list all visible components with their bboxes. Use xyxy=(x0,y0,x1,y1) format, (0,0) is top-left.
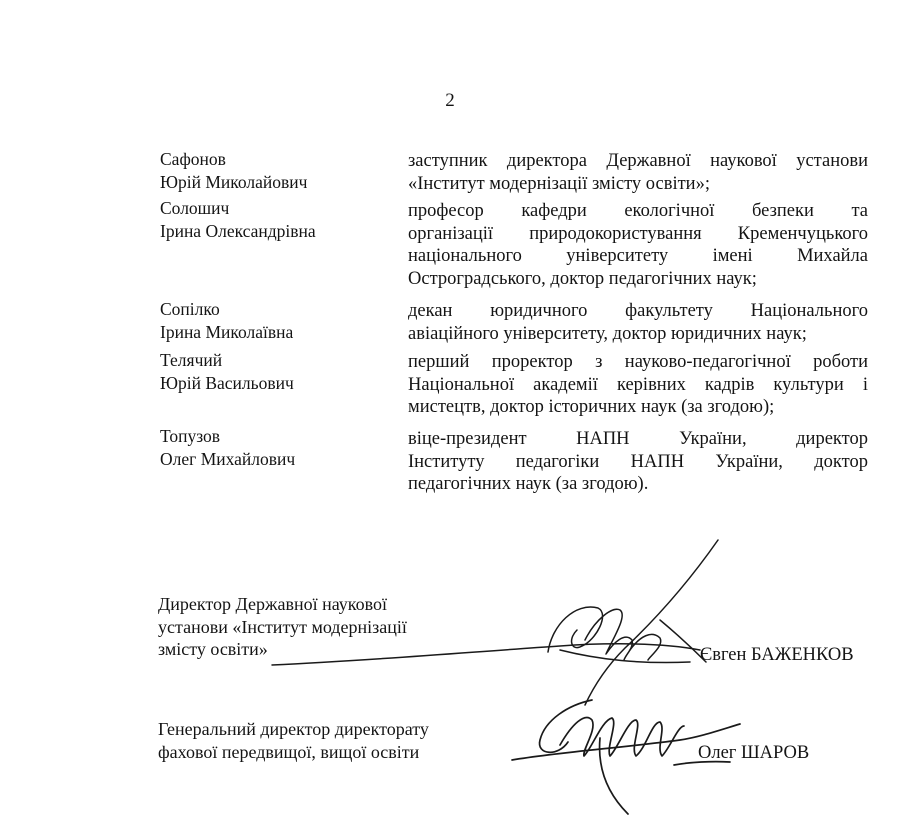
position-line: Остроградського, доктор педагогічних наук; xyxy=(408,268,757,289)
position-line: «Інститут модернізації змісту освіти»; xyxy=(408,173,710,194)
position-line: мистецтв, доктор історичних наук (за згодою); xyxy=(408,397,775,418)
member-surname: Солошич xyxy=(160,198,230,218)
member-given-name: Юрій Миколайович xyxy=(160,171,308,192)
signatory-title-line: змісту освіти» xyxy=(158,639,268,659)
member-given-name: Олег Михайлович xyxy=(160,448,296,469)
position-line: декан юридичного факультету Національного xyxy=(408,301,868,321)
member-surname: Сафонов xyxy=(160,149,226,169)
member-surname: Топузов xyxy=(160,426,221,446)
signer-name: Євген БАЖЕНКОВ xyxy=(700,645,854,665)
position-line: віце-президент НАПН України, директор xyxy=(408,429,868,449)
member-surname: Сопілко xyxy=(160,299,220,319)
signatory-title-line: Генеральний директор директорату xyxy=(158,719,429,739)
position-line: організації природокористування Кременчуцького xyxy=(408,223,868,244)
member-surname: Телячий xyxy=(160,350,223,370)
position-line: заступник директора Державної наукової установи xyxy=(408,151,868,171)
signature-mark xyxy=(512,700,740,814)
position-line: Національної академії керівних кадрів культури і xyxy=(408,374,868,395)
position-line: авіаційного університету, доктор юридичних наук; xyxy=(408,323,807,344)
page-number: 2 xyxy=(445,90,455,111)
signatory-title-line: фахової передвищої, вищої освіти xyxy=(158,741,420,762)
position-line: педагогічних наук (за згодою). xyxy=(408,474,649,495)
member-given-name: Ірина Олександрівна xyxy=(160,220,316,241)
position-line: національного університету імені Михайла xyxy=(408,246,868,267)
signatory-title-line: Директор Державної наукової xyxy=(158,594,387,614)
signature-mark xyxy=(272,540,718,705)
signatory-title-line: установи «Інститут модернізації xyxy=(158,616,407,637)
position-line: Інституту педагогіки НАПН України, доктор xyxy=(408,451,868,472)
member-given-name: Ірина Миколаївна xyxy=(160,321,294,342)
member-given-name: Юрій Васильович xyxy=(160,372,294,393)
position-line: професор кафедри екологічної безпеки та xyxy=(408,201,868,221)
position-line: перший проректор з науково-педагогічної роботи xyxy=(408,352,868,372)
signer-name: Олег ШАРОВ xyxy=(698,743,810,763)
